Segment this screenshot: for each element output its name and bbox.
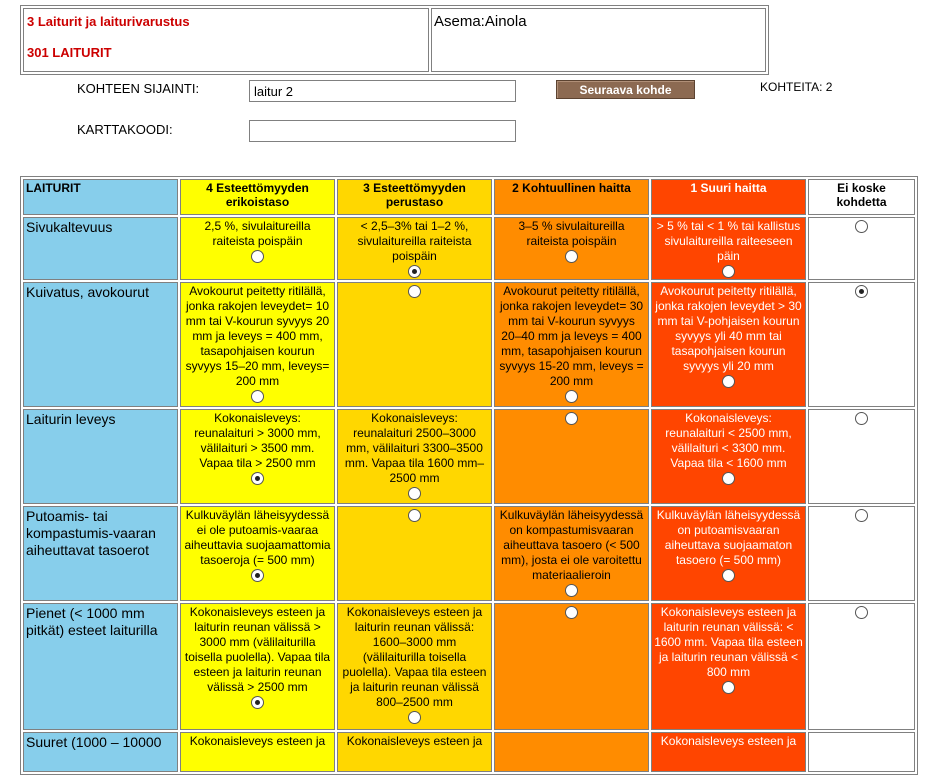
rating-cell-content [340,284,489,298]
rating-cell [180,732,335,772]
header-box [20,5,769,75]
rating-cell-content [654,508,803,582]
rating-cell-content [497,605,646,619]
rating-radio[interactable] [565,606,578,619]
location-input[interactable] [249,80,516,102]
rating-cell [651,603,806,730]
rating-description: 2,5 %, sivulaitureilla raiteista poispäin [204,219,311,248]
rating-cell-content [654,605,803,694]
rating-radio[interactable] [251,250,264,263]
rating-radio[interactable] [855,412,868,425]
rating-radio[interactable] [251,569,264,582]
rating-radio[interactable] [408,509,421,522]
rating-description: Kokonaisleveys: reunalaituri 2500–3000 mm, välilaituri 3300–3500 mm. Vapaa tila 1600 mm–2500 mm [344,411,485,485]
table-row [23,732,915,772]
row-label: Putoamis- tai kompastumis-vaaran aiheuttavat tasoerot [23,506,178,601]
rating-radio[interactable] [251,390,264,403]
rating-cell-content [654,284,803,388]
rating-cell [808,603,915,730]
rating-radio[interactable] [722,472,735,485]
rating-cell [651,282,806,407]
mapcode-input[interactable] [249,120,516,142]
rating-cell-content [811,284,912,298]
rating-cell-content [183,411,332,485]
rating-cell-content [340,734,489,749]
rating-cell [808,506,915,601]
target-count: KOHTEITA: 2 [760,80,833,94]
rating-cell [180,603,335,730]
rating-radio[interactable] [408,265,421,278]
table-header-row [23,179,915,215]
rating-description: < 2,5–3% tai 1–2 %, sivulaitureilla raiteista poispäin [357,219,472,263]
table-row [23,217,915,280]
rating-cell-content [811,605,912,619]
rating-radio[interactable] [722,375,735,388]
next-target-button[interactable]: Seuraava kohde [556,80,695,99]
row-label: Laiturin leveys [23,409,178,504]
table-row [23,506,915,601]
rating-cell-content [497,219,646,263]
rating-description: Avokourut peitetty ritilällä, jonka rakojen leveydet= 10 mm tai V-kourun syvyys 20 mm ja leveys = 400 mm, tasapohjaisen kourun syvyys 15–20 mm, leveys= 200 mm [185,284,330,388]
rating-description: Kokonaisleveys esteen ja [346,734,483,748]
rating-radio[interactable] [855,606,868,619]
column-header-level-2: 2 Kohtuullinen haitta [494,179,649,215]
mapcode-label: KARTTAKOODI: [77,122,173,137]
rating-cell [651,506,806,601]
rating-description: Kokonaisleveys esteen ja [660,734,797,748]
rating-radio[interactable] [855,509,868,522]
rating-cell-content [654,411,803,485]
rating-radio[interactable] [408,487,421,500]
rating-radio[interactable] [855,285,868,298]
rating-cell [337,282,492,407]
assessment-table [20,176,918,775]
rating-description: Kokonaisleveys esteen ja laiturin reunan välissä: < 1600 mm. Vapaa tila esteen ja laiturin reunan välissä < 800 mm [654,605,803,679]
rating-cell [651,409,806,504]
rating-cell-content [183,605,332,709]
rating-cell [651,732,806,772]
rating-cell [494,732,649,772]
rating-radio[interactable] [722,265,735,278]
rating-description: Kokonaisleveys: reunalaituri > 3000 mm, välilaituri > 3500 mm. Vapaa tila > 2500 mm [194,411,321,470]
column-header-not-applicable: Ei koske kohdetta [808,179,915,215]
rating-cell [337,506,492,601]
row-label: Suuret (1000 – 10000 [23,732,178,772]
rating-radio[interactable] [855,220,868,233]
rating-cell [494,506,649,601]
rating-cell [180,282,335,407]
rating-description: Kokonaisleveys: reunalaituri < 2500 mm, välilaituri < 3300 mm. Vapaa tila < 1600 mm [665,411,792,470]
rating-description: > 5 % tai < 1 % tai kallistus sivulaitureilla raiteeseen päin [656,219,801,263]
rating-cell-content [654,219,803,278]
table-row [23,409,915,504]
rating-cell-content [340,411,489,500]
rating-radio[interactable] [408,711,421,724]
rating-cell-content [340,605,489,724]
section-subtitle: 301 LAITURIT [27,45,112,60]
rating-cell-content [811,508,912,522]
header-station-cell [431,8,766,72]
rating-cell [808,732,915,772]
row-label: Sivukaltevuus [23,217,178,280]
rating-cell [808,217,915,280]
rating-radio[interactable] [722,569,735,582]
rating-cell-content [497,284,646,403]
rating-cell-content [183,508,332,582]
row-label: Kuivatus, avokourut [23,282,178,407]
rating-cell-content [340,219,489,278]
rating-radio[interactable] [565,584,578,597]
rating-cell [337,217,492,280]
section-title: 3 Laiturit ja laiturivarustus [27,14,190,29]
rating-radio[interactable] [565,412,578,425]
rating-cell-content [811,219,912,233]
rating-cell [494,282,649,407]
rating-description: Kokonaisleveys esteen ja [189,734,326,748]
rating-cell-content [183,219,332,263]
column-header-category: LAITURIT [23,179,178,215]
rating-cell-content [654,734,803,749]
rating-cell [494,603,649,730]
rating-cell-content [183,284,332,403]
rating-cell [808,409,915,504]
rating-description: 3–5 % sivulaitureilla raiteista poispäin [518,219,625,248]
rating-cell [494,409,649,504]
rating-description: Kokonaisleveys esteen ja laiturin reunan välissä > 3000 mm (välilaiturilla toisella puolella). Vapaa tila esteen ja laiturin reunan välissä > 2500 mm [184,605,331,694]
rating-radio[interactable] [251,472,264,485]
rating-cell [651,217,806,280]
column-header-level-3: 3 Esteettömyyden perustaso [337,179,492,215]
rating-cell [808,282,915,407]
rating-cell [337,409,492,504]
rating-description: Avokourut peitetty ritilällä, jonka rakojen leveydet= 30 mm tai V-kourun syvyys 20–40 mm ja leveys = 400 mm, tasapohjaisen kourun syvyys 15-20 mm, leveys = 200 mm [499,284,644,388]
rating-cell-content [340,508,489,522]
rating-description: Kulkuväylän läheisyydessä on putoamisvaaran aiheuttava suojaamaton tasoero (= 500 mm) [656,508,801,567]
rating-radio[interactable] [565,390,578,403]
row-label: Pienet (< 1000 mm pitkät) esteet laiturilla [23,603,178,730]
rating-description: Avokourut peitetty ritilällä, jonka rakojen leveydet > 30 mm tai V-pohjaisen kourun syvyys yli 40 mm tai tasapohjaisen kourun syvyys yli 20 mm [655,284,802,373]
rating-description: Kokonaisleveys esteen ja laiturin reunan välissä: 1600–3000 mm (välilaiturilla toisella puolella). Vapaa tila esteen ja laiturin reunan välissä 800–2500 mm [342,605,487,709]
rating-radio[interactable] [408,285,421,298]
table-row [23,282,915,407]
rating-cell [180,506,335,601]
rating-cell-content [497,411,646,425]
rating-cell-content [811,411,912,425]
rating-cell [337,732,492,772]
rating-radio[interactable] [565,250,578,263]
rating-cell-content [183,734,332,749]
rating-cell [180,409,335,504]
station-name: Asema:Ainola [434,13,527,30]
column-header-level-1: 1 Suuri haitta [651,179,806,215]
rating-description: Kulkuväylän läheisyydessä ei ole putoamis-vaaraa aiheuttavia suojaamattomia tasoeroja (= 500 mm) [184,508,331,567]
rating-radio[interactable] [722,681,735,694]
rating-cell [180,217,335,280]
rating-cell-content [497,508,646,597]
rating-radio[interactable] [251,696,264,709]
rating-cell [494,217,649,280]
rating-description: Kulkuväylän läheisyydessä on kompastumisvaaran aiheuttava tasoero (< 500 mm), josta ei ole varoitettu materiaalieroin [499,508,644,582]
location-label: KOHTEEN SIJAINTI: [77,81,200,96]
rating-cell [337,603,492,730]
header-title-cell [23,8,429,72]
column-header-level-4: 4 Esteettömyyden erikoistaso [180,179,335,215]
table-row [23,603,915,730]
